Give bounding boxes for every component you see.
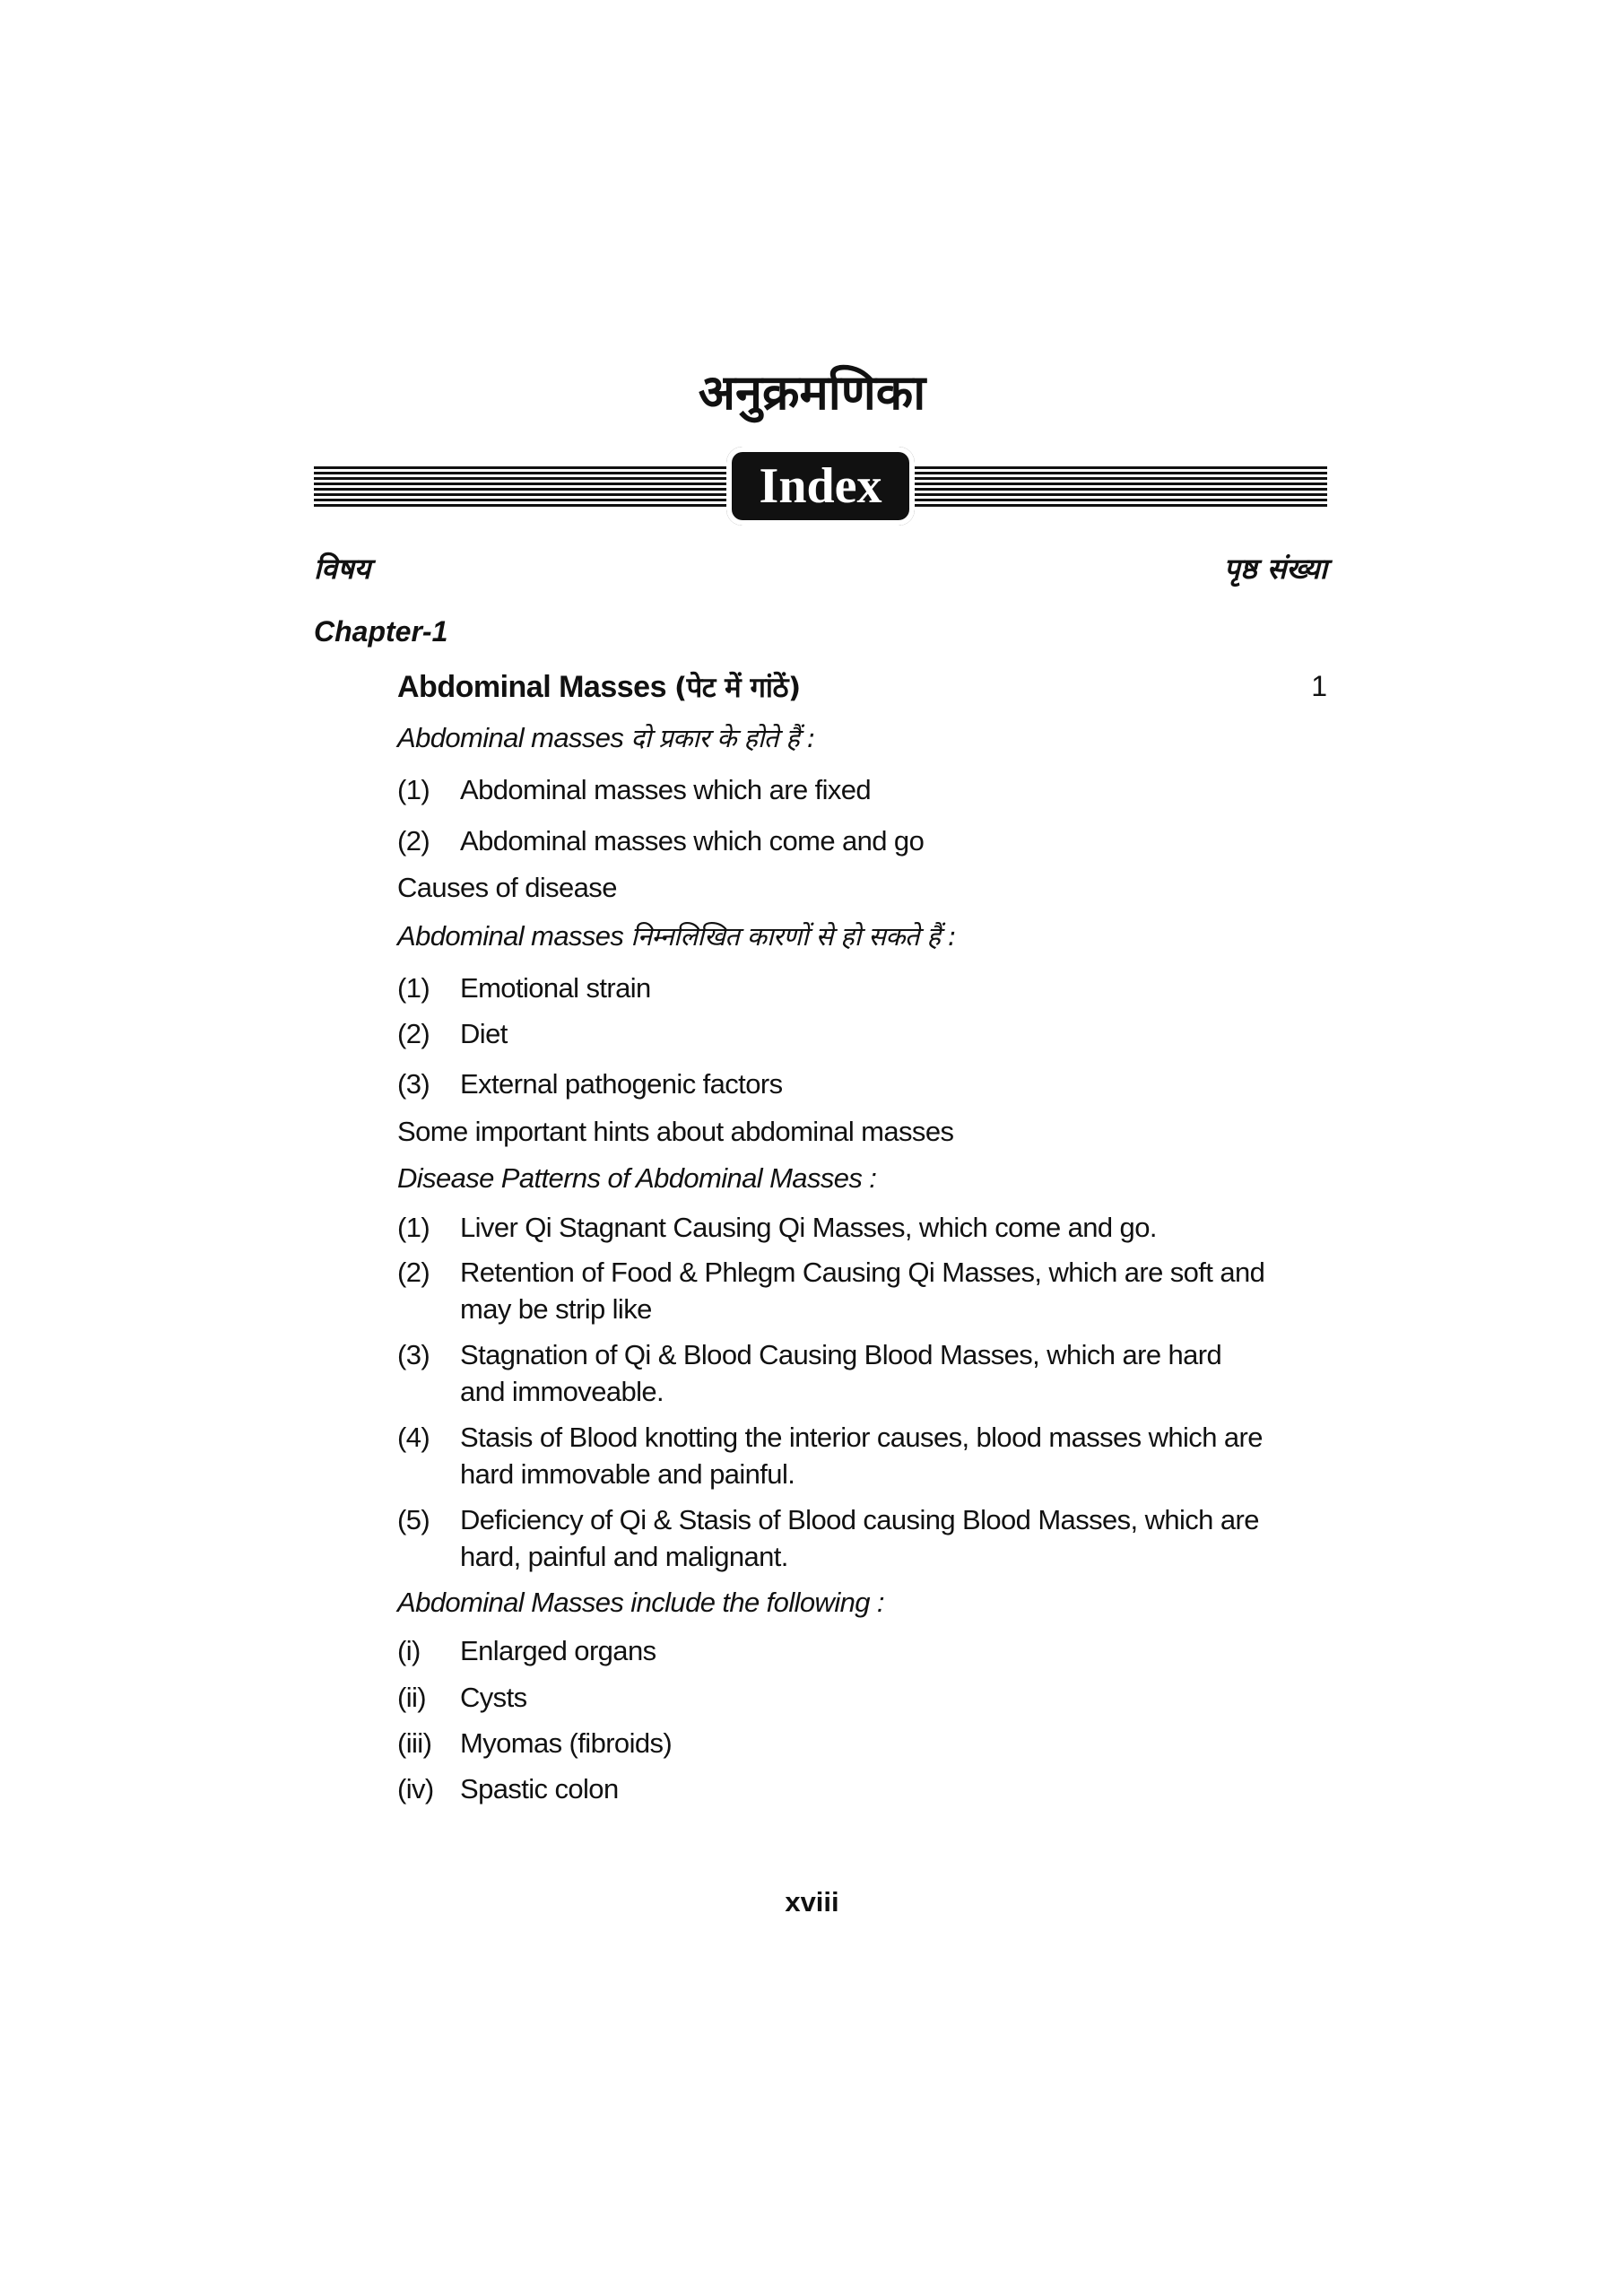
causes-intro-hindi: निम्नलिखित कारणों से हो सकते हैं : <box>630 921 957 952</box>
types-intro-english: Abdominal masses <box>397 722 624 753</box>
causes-intro-english: Abdominal masses <box>397 920 624 952</box>
index-label-badge <box>726 447 915 526</box>
list-item-number: (iii) <box>397 1727 432 1759</box>
column-page-heading: पृष्ठ संख्या <box>1223 552 1327 586</box>
hindi-title: अनुक्रमणिका <box>698 364 926 421</box>
list-item-text: Retention of Food & Phlegm Causing Qi Masses, which are soft and may be strip like <box>460 1257 1265 1325</box>
list-item-text: Emotional strain <box>460 972 651 1004</box>
include-heading: Abdominal Masses include the following : <box>397 1587 884 1618</box>
list-item-number: (ii) <box>397 1682 427 1713</box>
list-item-text: Stasis of Blood knotting the interior causes, blood masses which are hard immovable and painful. <box>460 1422 1263 1490</box>
list-item-text: Deficiency of Qi & Stasis of Blood causing Blood Masses, which are hard, painful and malignant. <box>460 1504 1259 1572</box>
list-item-number: (2) <box>397 825 430 857</box>
index-banner <box>314 447 1327 527</box>
list-item-text: Abdominal masses which come and go <box>460 825 925 857</box>
list-item-number: (2) <box>397 1257 430 1288</box>
list-item-text: Diet <box>460 1018 508 1049</box>
entry-title <box>397 668 801 706</box>
index-label: Index <box>759 458 882 514</box>
column-subject-heading: विषय <box>314 552 371 586</box>
list-item-number: (i) <box>397 1635 421 1666</box>
chapter-heading: Chapter-1 <box>314 615 448 648</box>
hints-line: Some important hints about abdominal masses <box>397 1116 954 1147</box>
list-item-number: (3) <box>397 1339 430 1370</box>
list-item-text: Spastic colon <box>460 1773 619 1805</box>
entry-title-english: Abdominal Masses <box>397 670 666 704</box>
list-item-number: (iv) <box>397 1773 434 1805</box>
list-item-text: External pathogenic factors <box>460 1068 783 1100</box>
types-intro-hindi: दो प्रकार के होते हैं : <box>630 723 815 753</box>
list-item-number: (1) <box>397 774 430 805</box>
list-item-number: (4) <box>397 1422 430 1453</box>
footer-page-number: xviii <box>785 1886 839 1918</box>
list-item-text: Cysts <box>460 1682 527 1713</box>
list-item-text: Stagnation of Qi & Blood Causing Blood Masses, which are hard and immoveable. <box>460 1339 1222 1407</box>
list-item-text: Abdominal masses which are fixed <box>460 774 872 805</box>
list-item-text: Enlarged organs <box>460 1635 656 1666</box>
causes-intro-line <box>397 918 956 954</box>
list-item-number: (5) <box>397 1504 430 1535</box>
list-item-number: (3) <box>397 1068 430 1100</box>
entry-title-hindi: (पेट में गांठें) <box>673 672 801 704</box>
types-intro-line <box>397 720 815 756</box>
patterns-heading: Disease Patterns of Abdominal Masses : <box>397 1162 877 1194</box>
entry-page-number: 1 <box>1311 670 1327 702</box>
causes-heading: Causes of disease <box>397 872 617 903</box>
list-item-text: Liver Qi Stagnant Causing Qi Masses, which come and go. <box>460 1212 1157 1243</box>
list-item-number: (2) <box>397 1018 430 1049</box>
list-item-number: (1) <box>397 972 430 1004</box>
list-item-number: (1) <box>397 1212 430 1243</box>
list-item-text: Myomas (fibroids) <box>460 1727 673 1759</box>
